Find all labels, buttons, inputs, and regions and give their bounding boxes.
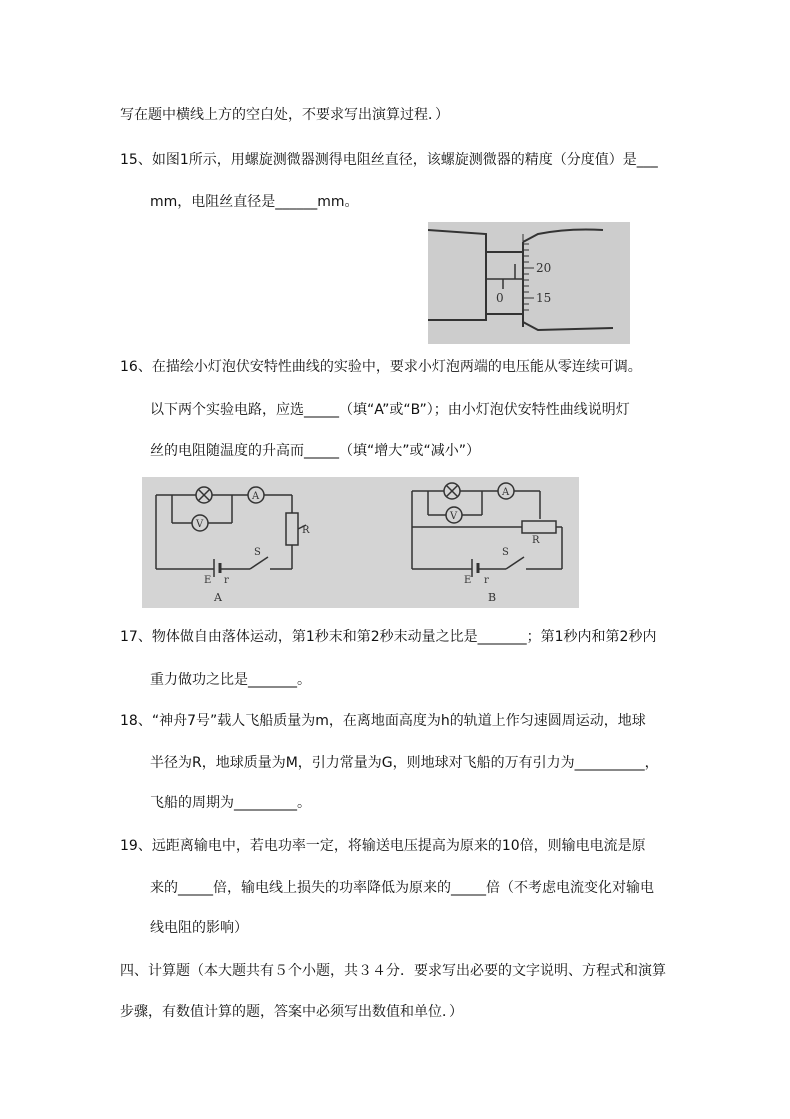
q17-line1: 17、物体做自由落体运动，第1秒末和第2秒末动量之比是_______；第1秒内和第2秒内	[120, 629, 657, 645]
b-ammeter-label: A	[502, 487, 510, 498]
tick-label-0: 0	[496, 291, 504, 305]
a-ammeter-label: A	[252, 491, 260, 502]
q16-line2: 以下两个实验电路，应选_____（填“A”或“B”）；由小灯泡伏安特性曲线说明灯	[150, 402, 630, 418]
circuit-figure	[142, 477, 579, 608]
q16-line3: 丝的电阻随温度的升高而_____（填“增大”或“减小”）	[150, 443, 481, 459]
a-internal-label: r	[224, 575, 229, 586]
circuit-b-caption: B	[488, 591, 497, 604]
q18-line2: 半径为R，地球质量为M，引力常量为G，则地球对飞船的万有引力为__________，	[150, 755, 659, 771]
b-voltmeter-label: V	[450, 511, 458, 522]
a-switch-label: S	[254, 547, 261, 558]
q19-line2: 来的_____倍，输电线上损失的功率降低为原来的_____倍（不考虑电流变化对输电	[150, 880, 654, 896]
micrometer-figure	[428, 222, 630, 344]
tick-label-15: 15	[536, 291, 552, 305]
b-switch-label: S	[502, 547, 509, 558]
a-emf-label: E	[204, 575, 212, 586]
section4-line2: 步骤，有数值计算的题，答案中必须写出数值和单位．）	[120, 1004, 463, 1020]
q19-line3: 线电阻的影响）	[150, 920, 248, 936]
a-voltmeter-label: V	[196, 519, 204, 530]
q19-line1: 19、远距离输电中，若电功率一定，将输送电压提高为原来的10倍，则输电电流是原	[120, 838, 646, 854]
tick-label-20: 20	[536, 261, 552, 275]
b-rheostat-label: R	[532, 535, 540, 546]
q18-line3: 飞船的周期为_________。	[150, 795, 311, 811]
q15-line1: 15、如图1所示，用螺旋测微器测得电阻丝直径，该螺旋测微器的精度（分度值）是___	[120, 152, 658, 168]
circuit-a-caption: A	[214, 591, 222, 604]
q17-line2: 重力做功之比是_______。	[150, 672, 311, 688]
b-internal-label: r	[484, 575, 489, 586]
q18-line1: 18、“神舟7号”载人飞船质量为m，在离地面高度为h的轨道上作匀速圆周运动，地球	[120, 713, 646, 729]
q15-line2: mm，电阻丝直径是______mm。	[150, 194, 359, 210]
q16-line1: 16、在描绘小灯泡伏安特性曲线的实验中，要求小灯泡两端的电压能从零连续可调。	[120, 359, 642, 375]
a-rheostat-label: R	[302, 525, 310, 536]
b-emf-label: E	[464, 575, 472, 586]
intro-text: 写在题中横线上方的空白处，不要求写出演算过程．）	[120, 107, 449, 123]
section4-line1: 四、计算题（本大题共有５个小题，共３４分．要求写出必要的文字说明、方程式和演算	[120, 963, 666, 979]
